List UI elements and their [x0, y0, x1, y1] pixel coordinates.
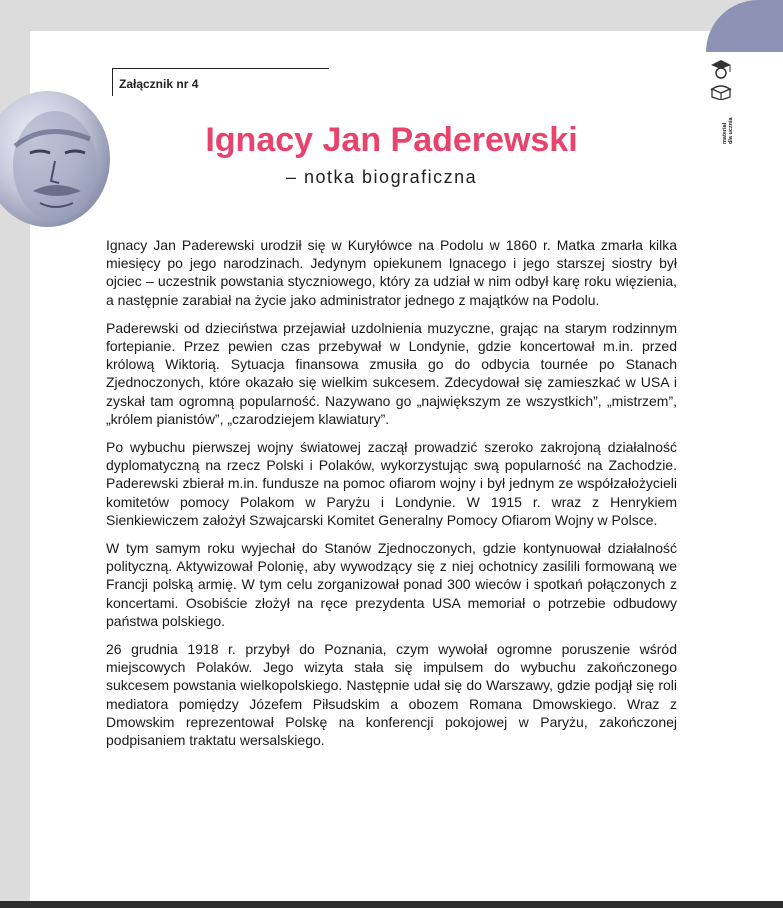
bottom-bar [0, 901, 783, 908]
student-reading-icon [706, 56, 736, 100]
paragraph-2: Paderewski od dzieciństwa przejawiał uzdolnienia muzyczne, grając na starym rodzinnym fortepianie. Przez pewien czas przebywał w Londynie, gdzie koncertował m.in. przed królową Wiktorią. Sytuacja finansowa zmusiła go do odbycia tournée po Stanach Zjednoczonych, które okazało się wielkim sukcesem. Zdecydował się zamieszkać w USA i zyskał tam ogromną popularność. Nazywano go „największym ze wszystkich”, „mistrzem”, „królem pianistów”, „czarodziejem klawiatury”. [106, 319, 677, 427]
attachment-label: Załącznik nr 4 [119, 77, 199, 91]
paragraph-3: Po wybuchu pierwszej wojny światowej zaczął prowadzić szeroko zakrojoną działalność dyplomatyczną na rzecz Polski i Polaków, wykorzystując swą popularność na Zachodzie. Paderewski zbierał m.in. fundusze na pomoc ofiarom wojny i był jednym ze współzałożycieli komitetów pomocy Polakom w Paryżu i Londynie. W 1915 r. wraz z Henrykiem Sienkiewiczem założył Szwajcarski Komitet Generalny Pomocy Ofiarom Wojny w Polsce. [106, 439, 677, 528]
page-subtitle: – notka biograficzna [286, 167, 478, 187]
attachment-label-box [112, 68, 329, 96]
paragraph-4: W tym samym roku wyjechał do Stanów Zjednoczonych, gdzie kontynuował działalność polityczną. Aktywizował Polonię, aby wywodzący się z niej ochotnicy zasilili formowaną we Francji polską armię. W tym celu zorganizował ponad 300 wieców i spotkań połączonych z koncertami. Osobiście złożył na ręce prezydenta USA memoriał o potrzebie odbudowy państwa polskiego. [106, 540, 677, 629]
corner-tab-decoration [706, 0, 783, 52]
biography-text [106, 236, 677, 759]
side-label-line1: materiał [722, 122, 728, 144]
paragraph-1: Ignacy Jan Paderewski urodził się w Kuryłówce na Podolu w 1860 r. Matka zmarła kilka miesięcy po jego narodzinach. Jedynym opiekunem Ignacego i jego starszej siostry był ojciec – uczestnik powstania styczniowego, który za udział w nim odbył karę roku więzienia, a następnie zarabiał na życie jako administrator jednego z majątków na Podolu. [106, 237, 677, 308]
page-title [0, 121, 783, 160]
side-label [722, 104, 738, 144]
title-text: Ignacy Jan Paderewski [205, 121, 578, 159]
paragraph-5: 26 grudnia 1918 r. przybył do Poznania, czym wywołał ogromne poruszenie wśród miejscowych Polaków. Jego wizyta stała się impulsem do wybuchu zakończonego sukcesem powstania wielkopolskiego. Następnie udał się do Warszawy, gdzie podjął się roli mediatora pomiędzy Józefem Piłsudskim a obozem Romana Dmowskiego. Wraz z Dmowskim reprezentował Polskę na konferencji pokojowej w Paryżu, zakończonej podpisaniem traktatu wersalskiego. [106, 641, 677, 749]
side-label-line2: dla ucznia [728, 117, 734, 144]
